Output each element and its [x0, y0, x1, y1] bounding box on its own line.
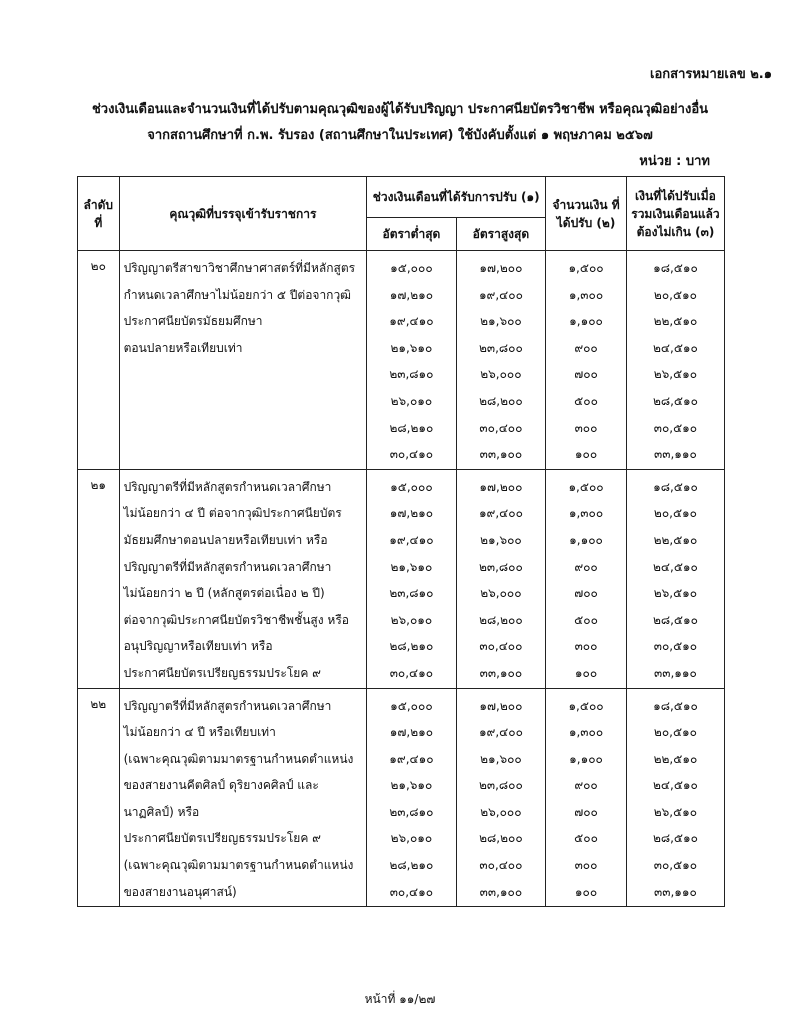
min-cell [367, 688, 457, 907]
cap-value: ๒๔,๕๑๐ [653, 340, 698, 355]
document-title-line-2: จากสถานศึกษาที่ ก.พ. รับรอง (สถานศึกษาในประเทศ) ใช้บังคับตั้งแต่ ๑ พฤษภาคม ๒๕๖๗ [147, 128, 653, 143]
increase-value: ๑,๑๐๐ [569, 751, 603, 766]
max-value: ๒๖,๐๐๐ [480, 804, 522, 819]
max-cell [456, 688, 546, 907]
min-value: ๒๖,๐๑๐ [390, 393, 433, 408]
max-value: ๑๗,๒๐๐ [479, 479, 523, 494]
cap-value: ๑๘,๕๑๐ [653, 479, 698, 494]
qualification-line [124, 415, 363, 442]
max-value: ๓๓,๑๐๐ [479, 447, 523, 462]
qualification-line: ประกาศนียบัตรเปรียญธรรมประโยค ๙ [123, 665, 321, 680]
min-cell [367, 469, 457, 688]
increase-value: ๗๐๐ [574, 586, 598, 601]
qualification-line [124, 388, 363, 415]
qualification-line: ของสายงานคีตศิลป์ ดุริยางคศิลป์ และ [123, 778, 319, 793]
max-value: ๑๙,๔๐๐ [478, 506, 523, 521]
qualification-cell [119, 251, 367, 470]
header-increase: จำนวนเงิน ที่ได้ปรับ (๒) [546, 177, 627, 251]
cap-value: ๒๒,๕๑๐ [653, 751, 698, 766]
max-value: ๓๐,๔๐๐ [479, 420, 523, 435]
qualification-line: ตอนปลายหรือเทียบเท่า [123, 340, 243, 355]
max-value: ๒๑,๖๐๐ [480, 532, 522, 547]
increase-value: ๓๐๐ [574, 420, 598, 435]
increase-value: ๑๐๐ [574, 447, 598, 462]
max-value: ๓๐,๔๐๐ [479, 639, 523, 654]
max-value: ๓๐,๔๐๐ [479, 858, 523, 873]
max-value: ๒๑,๖๐๐ [480, 314, 522, 329]
max-value: ๓๓,๑๐๐ [479, 665, 523, 680]
min-value: ๑๗,๒๑๐ [389, 287, 434, 302]
qualification-line: มัธยมศึกษาตอนปลายหรือเทียบเท่า หรือ [123, 532, 328, 547]
qualification-line: (เฉพาะคุณวุฒิตามมาตรฐานกำหนดตำแหน่ง [123, 858, 354, 873]
cap-value: ๒๘,๕๑๐ [652, 612, 698, 627]
cap-value: ๒๐,๕๑๐ [653, 725, 697, 740]
min-value: ๒๓,๘๑๐ [389, 804, 434, 819]
qualification-line: นาฏศิลป์) หรือ [123, 804, 200, 819]
qualification-line: กำหนดเวลาศึกษาไม่น้อยกว่า ๕ ปีต่อจากวุฒิ [123, 287, 352, 302]
qualification-line: ปริญญาตรีที่มีหลักสูตรกำหนดเวลาศึกษา [123, 559, 332, 574]
increase-cell [546, 688, 627, 907]
increase-value: ๓๐๐ [574, 858, 598, 873]
min-value: ๒๑,๖๑๐ [390, 778, 433, 793]
max-value: ๒๖,๐๐๐ [480, 367, 522, 382]
min-value: ๑๙,๔๑๐ [389, 532, 434, 547]
cap-cell [626, 251, 724, 470]
min-value: ๑๙,๔๑๐ [389, 314, 434, 329]
cap-value: ๓๐,๕๑๐ [653, 639, 698, 654]
max-value: ๑๙,๔๐๐ [478, 287, 523, 302]
table-row [78, 688, 725, 907]
min-value: ๒๖,๐๑๐ [390, 831, 433, 846]
min-value: ๓๐,๔๑๐ [389, 665, 434, 680]
increase-value: ๑,๕๐๐ [568, 261, 604, 275]
unit-label: หน่วย : บาท [639, 154, 710, 169]
row-index: ๒๒ [78, 688, 120, 907]
qualification-line: ต่อจากวุฒิประกาศนียบัตรวิชาชีพชั้นสูง หรือ [123, 612, 349, 627]
increase-value: ๕๐๐ [574, 612, 598, 627]
increase-value: ๑,๓๐๐ [568, 506, 604, 521]
max-value: ๒๓,๘๐๐ [479, 778, 523, 793]
salary-table [77, 176, 725, 907]
cap-value: ๒๐,๕๑๐ [653, 287, 697, 302]
max-cell [456, 251, 546, 470]
document-title-line-1: ช่วงเงินเดือนและจำนวนเงินที่ได้ปรับตามคุณวุฒิของผู้ได้รับปริญญา ประกาศนียบัตรวิชาชีพ หรือคุณวุฒิอย่างอื่น [91, 102, 709, 117]
qualification-line: ไม่น้อยกว่า ๔ ปี ต่อจากวุฒิประกาศนียบัตร [123, 506, 342, 521]
cap-value: ๓๓,๑๑๐ [654, 665, 697, 680]
cap-cell [626, 688, 724, 907]
header-min-rate: อัตราต่ำสุด [367, 218, 457, 251]
cap-value: ๒๖,๕๑๐ [653, 367, 698, 382]
min-value: ๑๙,๔๑๐ [389, 751, 434, 766]
cap-value: ๓๓,๑๑๐ [654, 447, 697, 462]
increase-value: ๑,๓๐๐ [568, 287, 604, 302]
max-value: ๒๓,๘๐๐ [479, 340, 523, 355]
min-value: ๒๖,๐๑๐ [390, 612, 433, 627]
row-index: ๒๐ [78, 251, 120, 470]
qualification-line: ปริญญาตรีสาขาวิชาศึกษาศาสตร์ที่มีหลักสูตร [123, 261, 356, 275]
increase-value: ๑,๑๐๐ [569, 532, 603, 547]
header-cap: เงินที่ได้ปรับเมื่อ รวมเงินเดือนแล้ว ต้องไม่เกิน (๓) [626, 177, 724, 251]
qualification-cell [119, 469, 367, 688]
increase-value: ๑,๕๐๐ [568, 698, 604, 713]
qualification-line [124, 361, 363, 388]
qualification-line: (เฉพาะคุณวุฒิตามมาตรฐานกำหนดตำแหน่ง [123, 751, 354, 766]
increase-value: ๑,๑๐๐ [569, 314, 603, 329]
qualification-line: ปริญญาตรีที่มีหลักสูตรกำหนดเวลาศึกษา [123, 698, 332, 713]
qualification-line: อนุปริญญาหรือเทียบเท่า หรือ [123, 639, 273, 654]
cap-value: ๒๘,๕๑๐ [652, 393, 698, 408]
min-value: ๑๕,๐๐๐ [390, 479, 433, 494]
min-value: ๒๓,๘๑๐ [389, 586, 434, 601]
increase-cell [546, 469, 627, 688]
increase-value: ๗๐๐ [574, 367, 598, 382]
max-value: ๒๘,๒๐๐ [479, 831, 523, 846]
min-value: ๓๐,๔๑๐ [389, 884, 434, 899]
cap-value: ๒๐,๕๑๐ [653, 506, 697, 521]
min-value: ๑๗,๒๑๐ [389, 725, 434, 740]
increase-value: ๙๐๐ [574, 340, 598, 355]
min-value: ๓๐,๔๑๐ [389, 447, 434, 462]
page-number: หน้าที่ ๑๑/๒๗ [364, 992, 436, 1006]
qualification-line: ของสายงานอนุศาสน์) [123, 884, 237, 899]
max-value: ๑๗,๒๐๐ [479, 698, 523, 713]
increase-value: ๙๐๐ [574, 778, 598, 793]
min-value: ๑๕,๐๐๐ [390, 261, 433, 275]
increase-value: ๙๐๐ [574, 559, 598, 574]
min-cell [367, 251, 457, 470]
cap-value: ๓๓,๑๑๐ [654, 884, 697, 899]
cap-value: ๒๘,๕๑๐ [652, 831, 698, 846]
min-value: ๑๗,๒๑๐ [389, 506, 434, 521]
qualification-line: ประกาศนียบัตรเปรียญธรรมประโยค ๙ [123, 831, 321, 846]
max-value: ๒๓,๘๐๐ [479, 559, 523, 574]
qualification-line: ปริญญาตรีที่มีหลักสูตรกำหนดเวลาศึกษา [123, 479, 332, 494]
qualification-cell [119, 688, 367, 907]
qualification-line: ไม่น้อยกว่า ๒ ปี (หลักสูตรต่อเนื่อง ๒ ปี) [123, 586, 325, 601]
row-index: ๒๑ [78, 469, 120, 688]
min-value: ๒๘,๒๑๐ [389, 420, 434, 435]
increase-value: ๓๐๐ [574, 639, 598, 654]
header-qualification: คุณวุฒิที่บรรจุเข้ารับราชการ [119, 177, 367, 251]
max-value: ๒๘,๒๐๐ [479, 393, 523, 408]
increase-value: ๕๐๐ [574, 393, 598, 408]
increase-cell [546, 251, 627, 470]
header-index: ลำดับ ที่ [78, 177, 120, 251]
increase-value: ๑,๓๐๐ [568, 725, 604, 740]
increase-value: ๗๐๐ [574, 804, 598, 819]
cap-value: ๒๒,๕๑๐ [653, 532, 698, 547]
qualification-line [124, 441, 363, 468]
max-value: ๒๑,๖๐๐ [480, 751, 522, 766]
min-value: ๒๓,๘๑๐ [389, 367, 434, 382]
table-row [78, 251, 725, 470]
cap-value: ๑๘,๕๑๐ [653, 698, 698, 713]
cap-value: ๓๐,๕๑๐ [653, 858, 698, 873]
min-value: ๒๘,๒๑๐ [389, 639, 434, 654]
max-cell [456, 469, 546, 688]
table-row [78, 469, 725, 688]
min-value: ๒๘,๒๑๐ [389, 858, 434, 873]
cap-value: ๒๒,๕๑๐ [653, 314, 698, 329]
increase-value: ๑๐๐ [574, 665, 598, 680]
header-salary-range: ช่วงเงินเดือนที่ได้รับการปรับ (๑) [367, 177, 546, 218]
min-value: ๒๑,๖๑๐ [390, 559, 433, 574]
max-value: ๒๘,๒๐๐ [479, 612, 523, 627]
cap-value: ๓๐,๕๑๐ [653, 420, 698, 435]
document-number: เอกสารหมายเลข ๒.๑ [650, 67, 772, 82]
cap-value: ๒๖,๕๑๐ [653, 804, 698, 819]
header-max-rate: อัตราสูงสุด [456, 218, 546, 251]
min-value: ๒๑,๖๑๐ [390, 340, 433, 355]
qualification-line: ประกาศนียบัตรมัธยมศึกษา [123, 314, 263, 329]
qualification-line: ไม่น้อยกว่า ๔ ปี หรือเทียบเท่า [123, 725, 276, 740]
increase-value: ๑๐๐ [574, 884, 598, 899]
min-value: ๑๕,๐๐๐ [390, 698, 433, 713]
max-value: ๓๓,๑๐๐ [479, 884, 523, 899]
increase-value: ๕๐๐ [574, 831, 598, 846]
cap-value: ๒๔,๕๑๐ [653, 559, 698, 574]
cap-value: ๑๘,๕๑๐ [653, 261, 698, 275]
max-value: ๑๗,๒๐๐ [479, 261, 523, 275]
cap-value: ๒๔,๕๑๐ [653, 778, 698, 793]
cap-value: ๒๖,๕๑๐ [653, 586, 698, 601]
increase-value: ๑,๕๐๐ [568, 479, 604, 494]
max-value: ๒๖,๐๐๐ [480, 586, 522, 601]
cap-cell [626, 469, 724, 688]
max-value: ๑๙,๔๐๐ [478, 725, 523, 740]
